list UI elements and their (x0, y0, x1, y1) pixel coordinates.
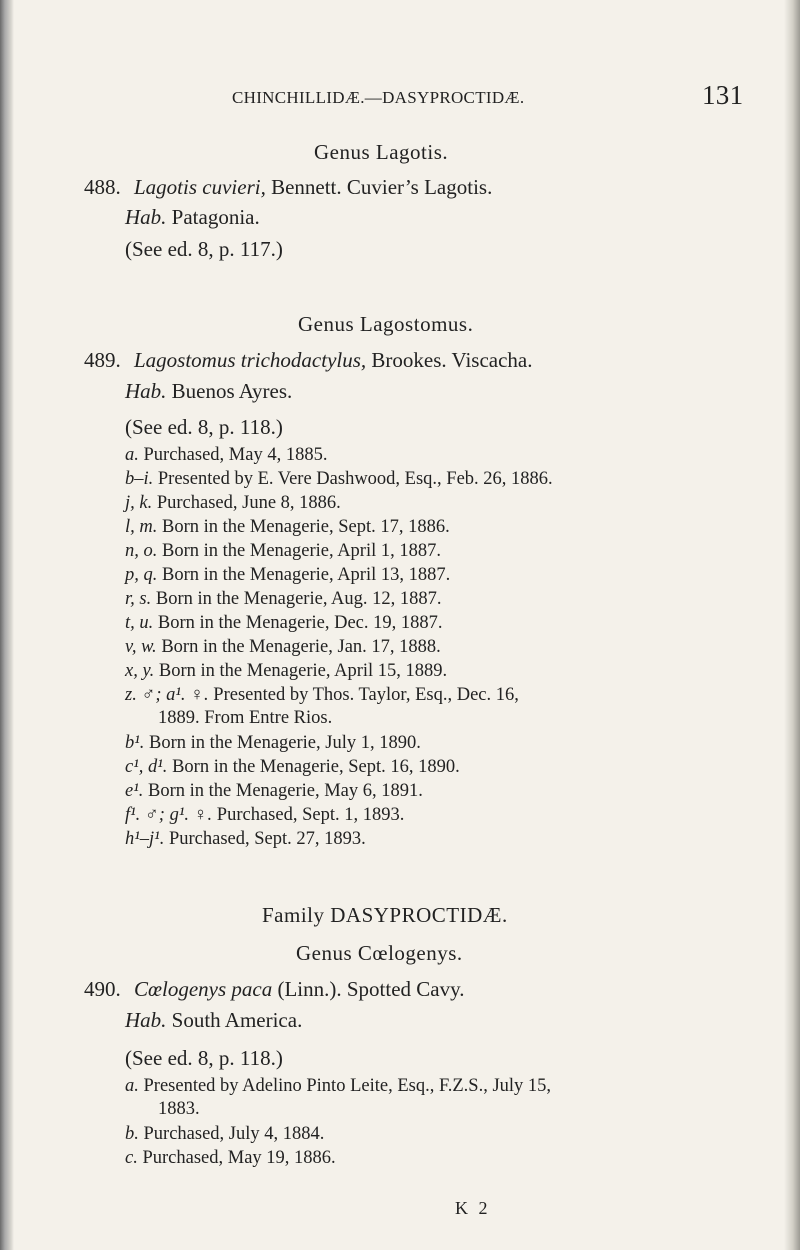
specimen-key: b¹. (125, 733, 145, 753)
specimen-text: Purchased, Sept. 27, 1893. (164, 829, 366, 849)
hab-value: Patagonia. (166, 205, 260, 229)
specimen-text: Presented by E. Vere Dashwood, Esq., Feb. 26, 1886. (153, 469, 553, 489)
specimen-entry (125, 685, 519, 706)
specimen-text: Born in the Menagerie, April 15, 1889. (154, 661, 448, 681)
specimen-entry (125, 1076, 551, 1097)
specimen-key: x, y. (125, 661, 155, 681)
specimen-key: f¹. ♂; g¹. ♀. (125, 805, 213, 825)
specimen-entry (125, 637, 441, 658)
specimen-key: r, s. (125, 589, 152, 609)
species-authority: Brookes. Viscacha. (366, 348, 533, 372)
specimen-key: n, o. (125, 541, 158, 561)
specimen-text: Born in the Menagerie, Aug. 12, 1887. (151, 589, 442, 609)
specimen-key: e¹. (125, 781, 144, 801)
specimen-text: 1883. (158, 1099, 200, 1119)
species-name: Lagostomus trichodactylus, (134, 348, 367, 372)
hab-label: Hab. (125, 379, 167, 403)
specimen-key: b. (125, 1124, 139, 1144)
specimen-entry (125, 613, 443, 634)
page-number: 131 (702, 80, 744, 110)
specimen-text: Presented by Thos. Taylor, Esq., Dec. 16, (208, 685, 519, 705)
see-reference: (See ed. 8, p. 117.) (125, 237, 283, 261)
hab-value: South America. (166, 1008, 303, 1032)
specimen-entry (125, 445, 327, 466)
specimen-key: b–i. (125, 469, 154, 489)
habitat-line (125, 379, 292, 404)
specimen-key: t, u. (125, 613, 154, 633)
specimen-entry (125, 661, 447, 682)
running-head-title: CHINCHILLIDÆ.—DASYPROCTIDÆ. (232, 88, 525, 107)
signature-mark: K 2 (455, 1198, 491, 1218)
genus-heading-lagostomus: Genus Lagostomus. (298, 312, 474, 336)
species-authority: (Linn.). Spotted Cavy. (272, 977, 465, 1001)
habitat-line (125, 1008, 302, 1033)
specimen-text: Born in the Menagerie, Sept. 17, 1886. (157, 517, 450, 537)
species-entry-490 (84, 977, 465, 1002)
specimen-text: Purchased, June 8, 1886. (152, 493, 341, 513)
species-number: 488. (84, 175, 121, 199)
family-heading: Family DASYPROCTIDÆ. (262, 903, 508, 927)
specimen-entry (125, 493, 341, 514)
specimen-entry (125, 781, 423, 802)
hab-value: Buenos Ayres. (166, 379, 293, 403)
specimen-entry (125, 469, 553, 490)
specimen-text: 1889. From Entre Rios. (158, 708, 333, 728)
specimen-entry-continuation (158, 1099, 200, 1120)
specimen-text: Born in the Menagerie, Jan. 17, 1888. (156, 637, 441, 657)
specimen-text: Born in the Menagerie, July 1, 1890. (144, 733, 421, 753)
specimen-entry (125, 1148, 336, 1169)
species-number: 490. (84, 977, 121, 1001)
specimen-key: v, w. (125, 637, 157, 657)
species-entry-489 (84, 348, 532, 373)
specimen-entry (125, 733, 421, 754)
species-name: Lagotis cuvieri, (134, 175, 266, 199)
specimen-key: z. ♂; a¹. ♀. (125, 685, 209, 705)
specimen-text: Born in the Menagerie, Sept. 16, 1890. (167, 757, 460, 777)
specimen-text: Presented by Adelino Pinto Leite, Esq., F.Z.S., July 15, (138, 1076, 552, 1096)
page-edge-right (784, 0, 800, 1250)
specimen-text: Born in the Menagerie, Dec. 19, 1887. (153, 613, 443, 633)
specimen-text: Purchased, May 4, 1885. (138, 445, 328, 465)
specimen-entry-continuation (158, 708, 332, 729)
specimen-key: c¹, d¹. (125, 757, 168, 777)
specimen-key: h¹–j¹. (125, 829, 165, 849)
page-edge-left (0, 0, 14, 1250)
specimen-text: Born in the Menagerie, May 6, 1891. (143, 781, 423, 801)
species-name: Cœlogenys paca (134, 977, 273, 1001)
specimen-key: a. (125, 1076, 139, 1096)
specimen-key: j, k. (125, 493, 153, 513)
genus-heading-coelogenys: Genus Cœlogenys. (296, 941, 463, 965)
see-reference: (See ed. 8, p. 118.) (125, 415, 283, 439)
specimen-entry (125, 1124, 324, 1145)
specimen-entry (125, 805, 404, 826)
species-number: 489. (84, 348, 121, 372)
habitat-line (125, 205, 260, 230)
hab-label: Hab. (125, 205, 167, 229)
specimen-text: Purchased, Sept. 1, 1893. (212, 805, 405, 825)
specimen-key: p, q. (125, 565, 158, 585)
specimen-text: Born in the Menagerie, April 13, 1887. (157, 565, 451, 585)
specimen-text: Purchased, July 4, 1884. (138, 1124, 325, 1144)
specimen-entry (125, 589, 442, 610)
species-authority: Bennett. Cuvier’s Lagotis. (265, 175, 493, 199)
see-reference: (See ed. 8, p. 118.) (125, 1046, 283, 1070)
specimen-entry (125, 829, 366, 850)
specimen-key: a. (125, 445, 139, 465)
specimen-key: c. (125, 1148, 138, 1168)
hab-label: Hab. (125, 1008, 167, 1032)
specimen-text: Born in the Menagerie, April 1, 1887. (157, 541, 441, 561)
specimen-entry (125, 517, 450, 538)
specimen-entry (125, 757, 460, 778)
genus-heading-lagotis: Genus Lagotis. (314, 140, 449, 164)
specimen-key: l, m. (125, 517, 158, 537)
specimen-entry (125, 565, 450, 586)
species-entry-488 (84, 175, 492, 200)
specimen-entry (125, 541, 441, 562)
specimen-text: Purchased, May 19, 1886. (137, 1148, 336, 1168)
